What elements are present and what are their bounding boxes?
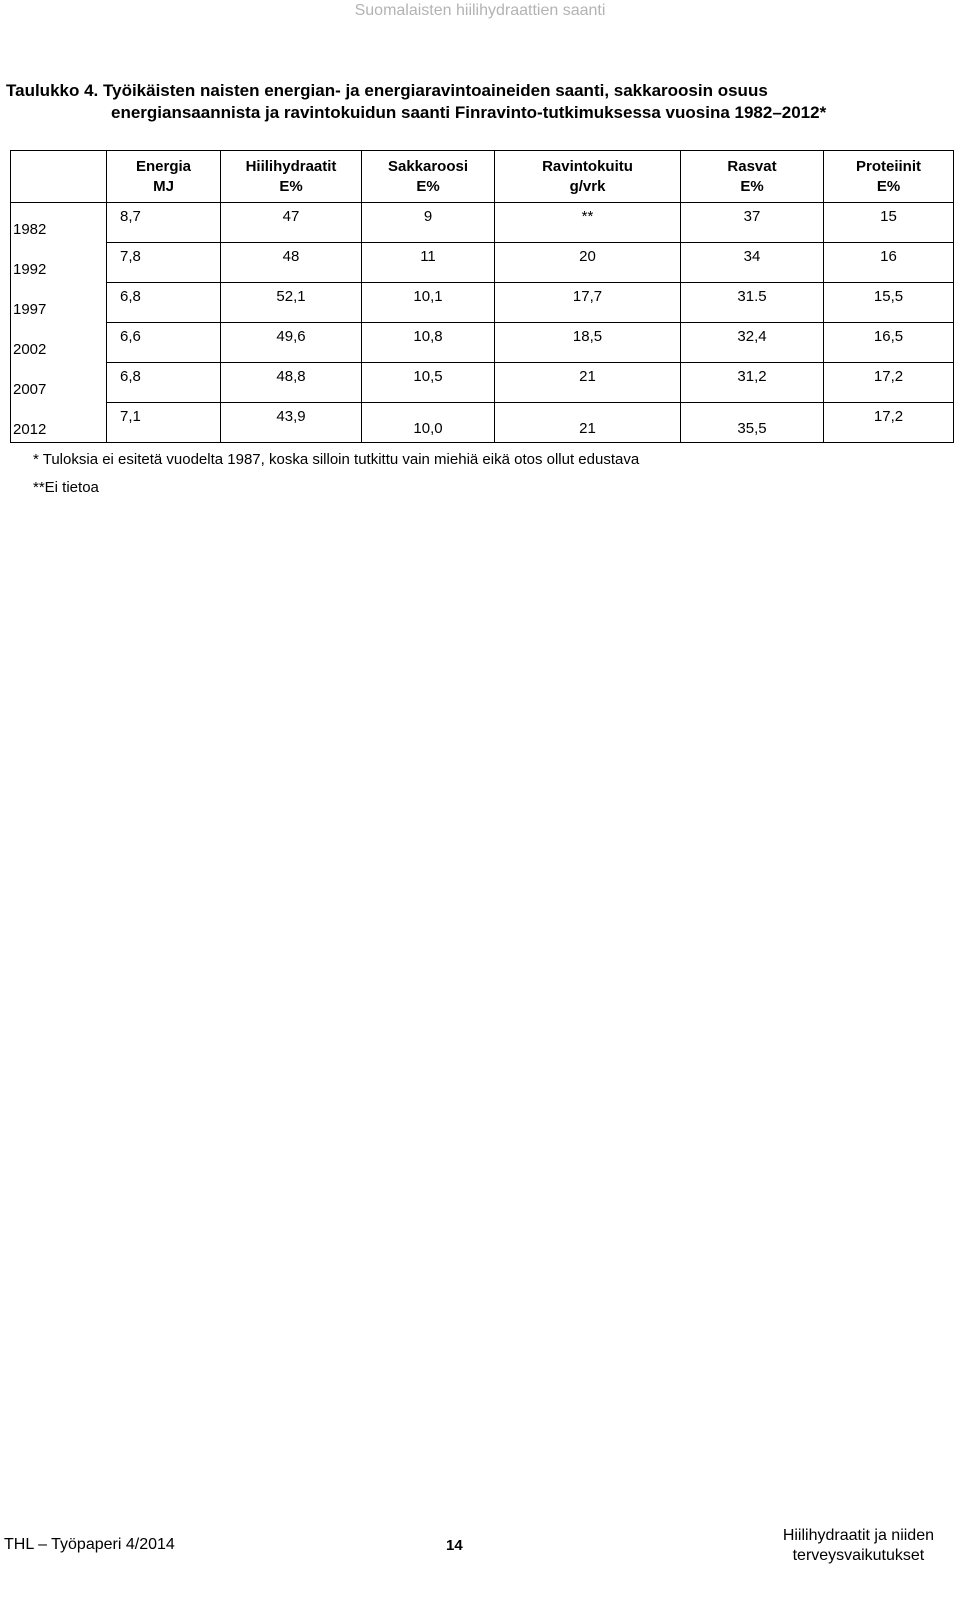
table-cell: 17,7 (495, 283, 681, 323)
column-header-unit: E% (416, 177, 440, 195)
table-cell: 31.5 (681, 283, 824, 323)
row-year: 2007 (11, 363, 107, 403)
row-year: 1997 (11, 283, 107, 323)
table-cell: 37 (681, 203, 824, 243)
column-header-name: Energia (135, 157, 192, 175)
table-cell: 32,4 (681, 323, 824, 363)
column-header (221, 151, 362, 203)
row-year: 1992 (11, 243, 107, 283)
footnote-no-data: **Ei tietoa (33, 479, 99, 496)
table-cell: 21 (495, 363, 681, 403)
table-cell: 18,5 (495, 323, 681, 363)
caption-line-1: Taulukko 4. Työikäisten naisten energian- ja energiaravintoaineiden saanti, sakkaroosin osuus (6, 81, 768, 100)
table-cell: 8,7 (107, 203, 221, 243)
table-cell: 11 (362, 243, 495, 283)
table-cell: 17,2 (824, 403, 954, 443)
running-header: Suomalaisten hiilihydraattien saanti (354, 2, 606, 19)
table-row (11, 243, 954, 283)
header-corner-cell (11, 151, 107, 203)
table-row (11, 203, 954, 243)
page-number: 14 (446, 1537, 463, 1554)
column-header (362, 151, 495, 203)
column-header-unit: g/vrk (569, 177, 606, 195)
column-header-name: Hiilihydraatit (245, 157, 337, 175)
column-header (107, 151, 221, 203)
table-cell: 7,1 (107, 403, 221, 443)
footnote-years: * Tuloksia ei esitetä vuodelta 1987, koska silloin tutkittu vain miehiä eikä otos ollut edustava (33, 451, 640, 468)
column-header-unit: E% (876, 177, 901, 195)
table-cell: 48 (221, 243, 362, 283)
column-header (824, 151, 954, 203)
table-row (11, 283, 954, 323)
table-caption (6, 80, 946, 124)
table-row (11, 403, 954, 443)
table-cell: 20 (495, 243, 681, 283)
row-year: 1982 (11, 203, 107, 243)
footer-title (783, 1526, 934, 1566)
table-cell: 21 (495, 403, 681, 443)
table-cell: 10,8 (362, 323, 495, 363)
table-cell: 47 (221, 203, 362, 243)
table-cell: ** (495, 203, 681, 243)
table-cell: 35,5 (681, 403, 824, 443)
table-header-row (11, 151, 954, 203)
table-cell: 16 (824, 243, 954, 283)
caption-line-2: energiansaannista ja ravintokuidun saanti Finravinto-tutkimuksessa vuosina 1982–2012* (111, 103, 827, 122)
column-header-name: Ravintokuitu (542, 157, 633, 175)
table-cell: 15 (824, 203, 954, 243)
column-header-unit: MJ (153, 177, 174, 195)
table-cell: 16,5 (824, 323, 954, 363)
column-header-name: Rasvat (727, 157, 777, 175)
table-cell: 6,6 (107, 323, 221, 363)
table-cell: 48,8 (221, 363, 362, 403)
table-cell: 10,0 (362, 403, 495, 443)
column-header (495, 151, 681, 203)
row-year: 2012 (11, 403, 107, 443)
table-row (11, 363, 954, 403)
table-cell: 43,9 (221, 403, 362, 443)
table-cell: 6,8 (107, 283, 221, 323)
column-header-unit: E% (740, 177, 764, 195)
table-cell: 52,1 (221, 283, 362, 323)
footer-title-line-1: Hiilihydraatit ja niiden (782, 1527, 934, 1544)
table-cell: 49,6 (221, 323, 362, 363)
column-header-name: Sakkaroosi (387, 157, 469, 175)
table-cell: 17,2 (824, 363, 954, 403)
table-notes (33, 446, 639, 502)
table-cell: 31,2 (681, 363, 824, 403)
column-header-unit: E% (279, 177, 303, 195)
row-year: 2002 (11, 323, 107, 363)
table-cell: 10,1 (362, 283, 495, 323)
column-header (681, 151, 824, 203)
table-cell: 15,5 (824, 283, 954, 323)
table-cell: 7,8 (107, 243, 221, 283)
table-cell: 6,8 (107, 363, 221, 403)
nutrient-intake-table (10, 150, 954, 443)
column-header-name: Proteiinit (855, 157, 921, 175)
footer-title-line-2: terveysvaikutukset (792, 1547, 925, 1564)
table-row (11, 323, 954, 363)
table-cell: 10,5 (362, 363, 495, 403)
footer-publication: THL – Työpaperi 4/2014 (4, 1536, 175, 1553)
table-cell: 9 (362, 203, 495, 243)
table-cell: 34 (681, 243, 824, 283)
